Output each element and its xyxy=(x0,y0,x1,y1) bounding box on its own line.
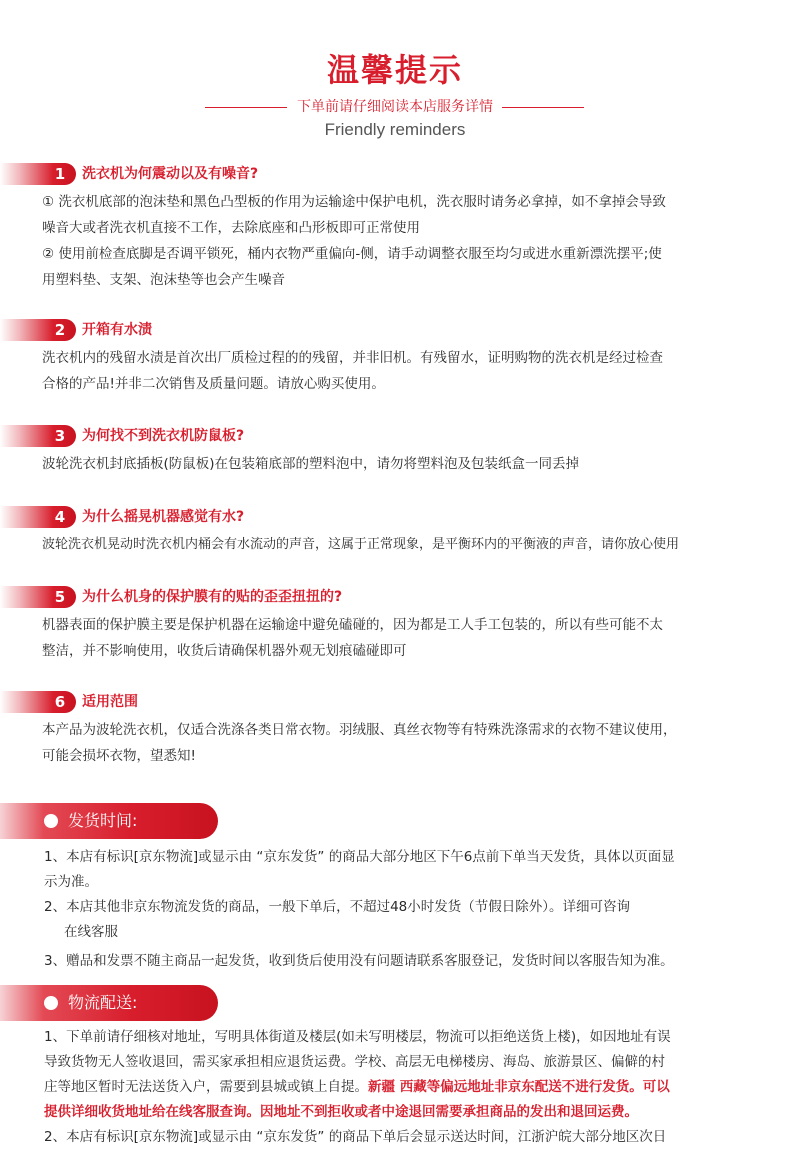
section-body xyxy=(42,345,760,397)
section-body xyxy=(42,717,780,769)
list-item: 1、下单前请仔细核对地址，写明具体街道及楼层(如未写明楼层，物流可以拒绝送货上楼)，如因地址有误 xyxy=(44,1029,671,1045)
section-title: 为什么摇晃机器感觉有水? xyxy=(82,509,245,525)
logistics-warning: 提供详细收货地址给在线客服查询。因地址不到拒收或者中途退回需要承担商品的发出和退回运费。 xyxy=(44,1104,638,1120)
bullet-dot-icon xyxy=(44,814,58,828)
section-heading xyxy=(0,425,790,449)
page-header xyxy=(0,48,790,142)
body-line: 整洁，并不影响使用，收货后请确保机器外观无划痕磕碰即可 xyxy=(42,643,407,659)
body-line: 波轮洗衣机封底插板(防鼠板)在包装箱底部的塑料泡中，请勿将塑料泡及包装纸盒一同丢掉 xyxy=(42,456,580,472)
section-title: 适用范围 xyxy=(82,694,138,710)
shipping-heading xyxy=(0,803,790,839)
list-item: 导致货物无人签收退回，需买家承担相应退货运费。学校、高层无电梯楼房、海岛、旅游景区、偏僻的村 xyxy=(44,1054,665,1070)
section-body xyxy=(42,189,760,293)
list-item: 2、本店其他非京东物流发货的商品，一般下单后，不超过48小时发货（节假日除外）。详细可咨询 xyxy=(44,899,631,915)
logistics-heading xyxy=(0,985,790,1021)
section-number: 5 xyxy=(54,588,66,606)
section-heading xyxy=(0,319,790,343)
body-line: 波轮洗衣机晃动时洗衣机内桶会有水流动的声音，这属于正常现象，是平衡环内的平衡液的声音，请你放心使用 xyxy=(42,537,680,552)
body-line: 洗衣机内的残留水渍是首次出厂质检过程的的残留，并非旧机。有残留水，证明购物的洗衣机是经过检查 xyxy=(42,350,663,366)
body-line: ② 使用前检查底脚是否调平锁死，桶内衣物严重偏向-侧，请手动调整衣服至均匀或进水重新漂洗摆平;使 xyxy=(42,246,662,262)
section-body xyxy=(42,532,780,558)
section-body xyxy=(42,451,760,477)
section-number: 1 xyxy=(54,165,66,183)
faq-section-4 xyxy=(0,506,790,558)
body-line: 噪音大或者洗衣机直接不工作，去除底座和凸形板即可正常使用 xyxy=(42,220,420,236)
shipping-label: 发货时间: xyxy=(68,811,138,830)
bullet-dot-icon xyxy=(44,996,58,1010)
section-heading xyxy=(0,586,790,610)
section-body xyxy=(42,612,760,664)
section-number: 6 xyxy=(54,693,66,711)
faq-section-2 xyxy=(0,319,790,397)
logistics-text: 庄等地区暂时无法送货入户，需要到县城或镇上自提。 xyxy=(44,1079,368,1095)
logistics-warning: 新疆 西藏等偏远地址非京东配送不进行发货。可以 xyxy=(368,1079,670,1095)
list-item: 示为准。 xyxy=(44,874,98,890)
page-title: 温馨提示 xyxy=(326,51,463,89)
body-line: 本产品为波轮洗衣机，仅适合洗涤各类日常衣物。羽绒服、真丝衣物等有特殊洗涤需求的衣物不建议使用， xyxy=(42,722,677,738)
faq-section-6 xyxy=(0,691,790,769)
faq-section-3 xyxy=(0,425,790,477)
list-item: 2、本店有标识[京东物流]或显示由 “京东发货” 的商品下单后会显示送达时间，江浙沪皖大部分地区次日 xyxy=(44,1129,667,1145)
page-subtitle-en: Friendly reminders xyxy=(324,120,466,139)
section-title: 开箱有水渍 xyxy=(82,322,152,338)
section-heading xyxy=(0,506,790,530)
logistics-label: 物流配送: xyxy=(68,993,138,1012)
body-line: 机器表面的保护膜主要是保护机器在运输途中避免磕碰的，因为都是工人手工包装的，所以有些可能不太 xyxy=(42,617,663,633)
subtitle-divider-left xyxy=(205,107,287,108)
body-line: 用塑料垫、支架、泡沫垫等也会产生噪音 xyxy=(42,272,285,288)
body-line: ① 洗衣机底部的泡沫垫和黑色凸型板的作用为运输途中保护电机，洗衣服时请务必拿掉，如不拿掉会导致 xyxy=(42,194,666,210)
shipping-list xyxy=(44,845,764,974)
body-line: 可能会损坏衣物，望悉知! xyxy=(42,748,196,764)
section-number: 2 xyxy=(54,321,66,339)
section-number: 3 xyxy=(54,427,66,445)
section-heading xyxy=(0,691,790,715)
section-title: 为何找不到洗衣机防鼠板? xyxy=(82,428,245,444)
page-subtitle: 下单前请仔细阅读本店服务详情 xyxy=(291,96,499,118)
list-item xyxy=(44,1075,764,1100)
section-title: 为什么机身的保护膜有的贴的歪歪扭扭的? xyxy=(82,589,343,605)
faq-section-1 xyxy=(0,163,790,293)
logistics-list xyxy=(44,1025,764,1150)
list-item: 3、赠品和发票不随主商品一起发货，收到货后使用没有问题请联系客服登记，发货时间以客服告知为准。 xyxy=(44,953,674,969)
subtitle-divider-right xyxy=(502,107,584,108)
section-title: 洗衣机为何震动以及有噪音? xyxy=(82,166,259,182)
faq-section-5 xyxy=(0,586,790,664)
section-number: 4 xyxy=(54,508,66,526)
list-item: 1、本店有标识[京东物流]或显示由 “京东发货” 的商品大部分地区下午6点前下单当天发货，具体以页面显 xyxy=(44,849,675,865)
list-item: 在线客服 xyxy=(64,924,118,940)
subtitle-row xyxy=(0,96,790,118)
body-line: 合格的产品!并非二次销售及质量问题。请放心购买使用。 xyxy=(42,376,385,392)
section-heading xyxy=(0,163,790,187)
